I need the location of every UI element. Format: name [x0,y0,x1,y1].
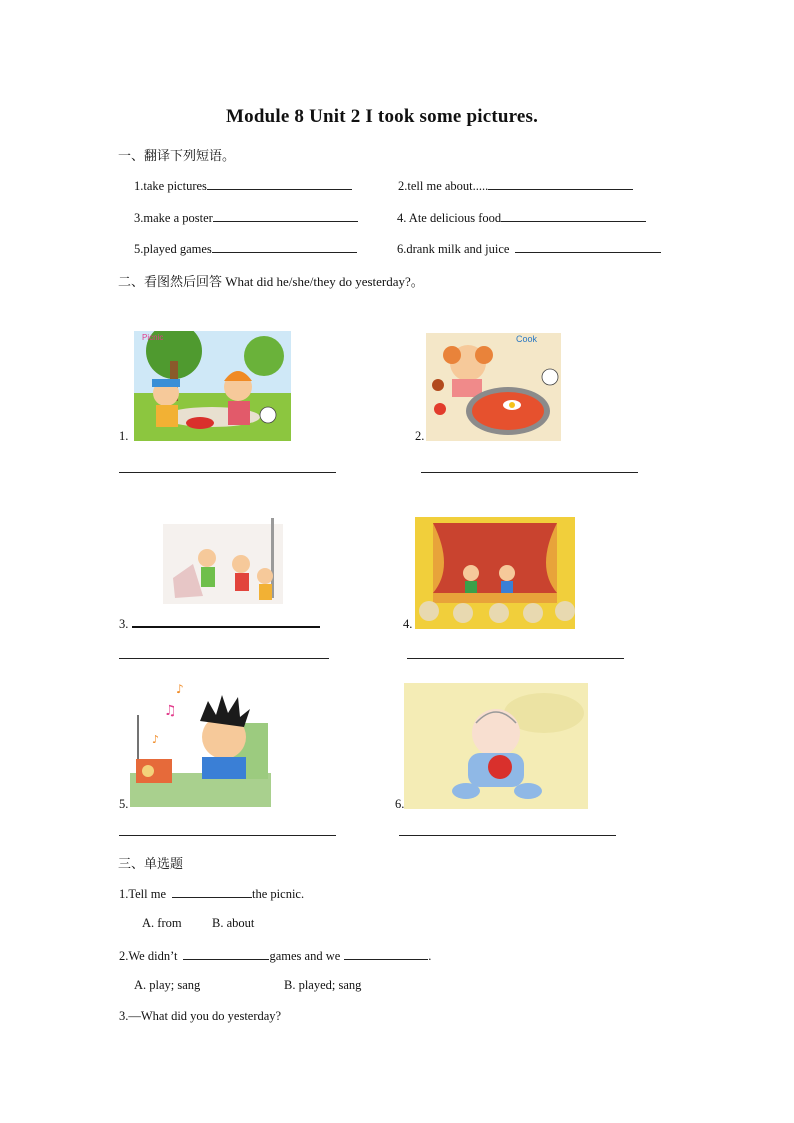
question-2 [119,947,431,964]
picture-number-5: 5. [119,797,129,811]
q1-before: 1.Tell me [119,887,167,901]
answer-blank[interactable] [515,240,661,253]
q2-blank-2[interactable] [344,947,428,960]
answer-line-5[interactable] [119,835,336,836]
q2-after: . [428,949,432,963]
phrase-4-text: 4. Ate delicious food [397,211,502,225]
phrase-6-text: 6.drank milk and juice [397,242,510,256]
picnic-label: Picnic [142,333,164,342]
q2-blank-1[interactable] [183,947,269,960]
answer-line-1[interactable] [119,472,336,473]
dancing-children-illustration [163,518,285,608]
picture-number-1: 1. [119,429,129,443]
section1-heading: 一、翻译下列短语。 [118,148,236,163]
q1-option-b[interactable]: B. about [212,916,255,930]
baby-eating-illustration [404,683,588,809]
section2-heading: 二、看图然后回答 What did he/she/they do yesterday?。 [118,274,424,289]
svg-text:♫: ♫ [164,703,177,719]
question-3: 3.—What did you do yesterday? [119,1009,282,1023]
q2-before: 2.We didn’t [119,949,178,963]
phrase-4 [397,209,646,226]
svg-text:♪: ♪ [152,733,160,746]
phrase-3 [134,209,358,226]
answer-line-3[interactable] [119,658,329,659]
picture-number-6: 6. [395,797,405,811]
q2-option-a[interactable]: A. play; sang [134,978,201,992]
q2-option-b[interactable]: B. played; sang [284,978,362,992]
answer-blank[interactable] [501,209,646,222]
phrase-3-text: 3.make a poster [134,211,213,225]
phrase-5 [134,240,357,257]
question-1 [119,885,304,902]
cooking-illustration [426,333,561,441]
stage-singing-illustration [415,517,575,629]
q2-middle: games and we [269,949,341,963]
picture-number-4: 4. [403,617,413,631]
page-title: Module 8 Unit 2 I took some pictures. [226,106,539,127]
phrase-1 [134,177,352,194]
phrase-5-text: 5.played games [134,242,212,256]
answer-blank[interactable] [212,240,357,253]
phrase-6 [397,240,661,257]
q1-after: the picnic. [252,887,305,901]
phrase-2-text: 2.tell me about..... [398,179,489,193]
q1-blank[interactable] [172,885,252,898]
phrase-1-text: 1.take pictures [134,179,207,193]
answer-line-2[interactable] [421,472,638,473]
picture-number-2: 2. [415,429,425,443]
q1-option-a[interactable]: A. from [142,916,182,930]
answer-line-3-thick[interactable] [132,626,320,628]
picture-number-3: 3. [119,617,129,631]
answer-blank[interactable] [207,177,352,190]
phrase-2 [398,177,633,194]
cook-label: Cook [516,334,538,344]
listening-music-illustration [130,675,271,807]
answer-line-4[interactable] [407,658,624,659]
picnic-illustration [134,331,291,441]
answer-blank[interactable] [488,177,633,190]
section3-heading: 三、单选题 [118,856,184,871]
answer-blank[interactable] [213,209,358,222]
svg-text:♪: ♪ [176,682,184,696]
answer-line-6[interactable] [399,835,616,836]
